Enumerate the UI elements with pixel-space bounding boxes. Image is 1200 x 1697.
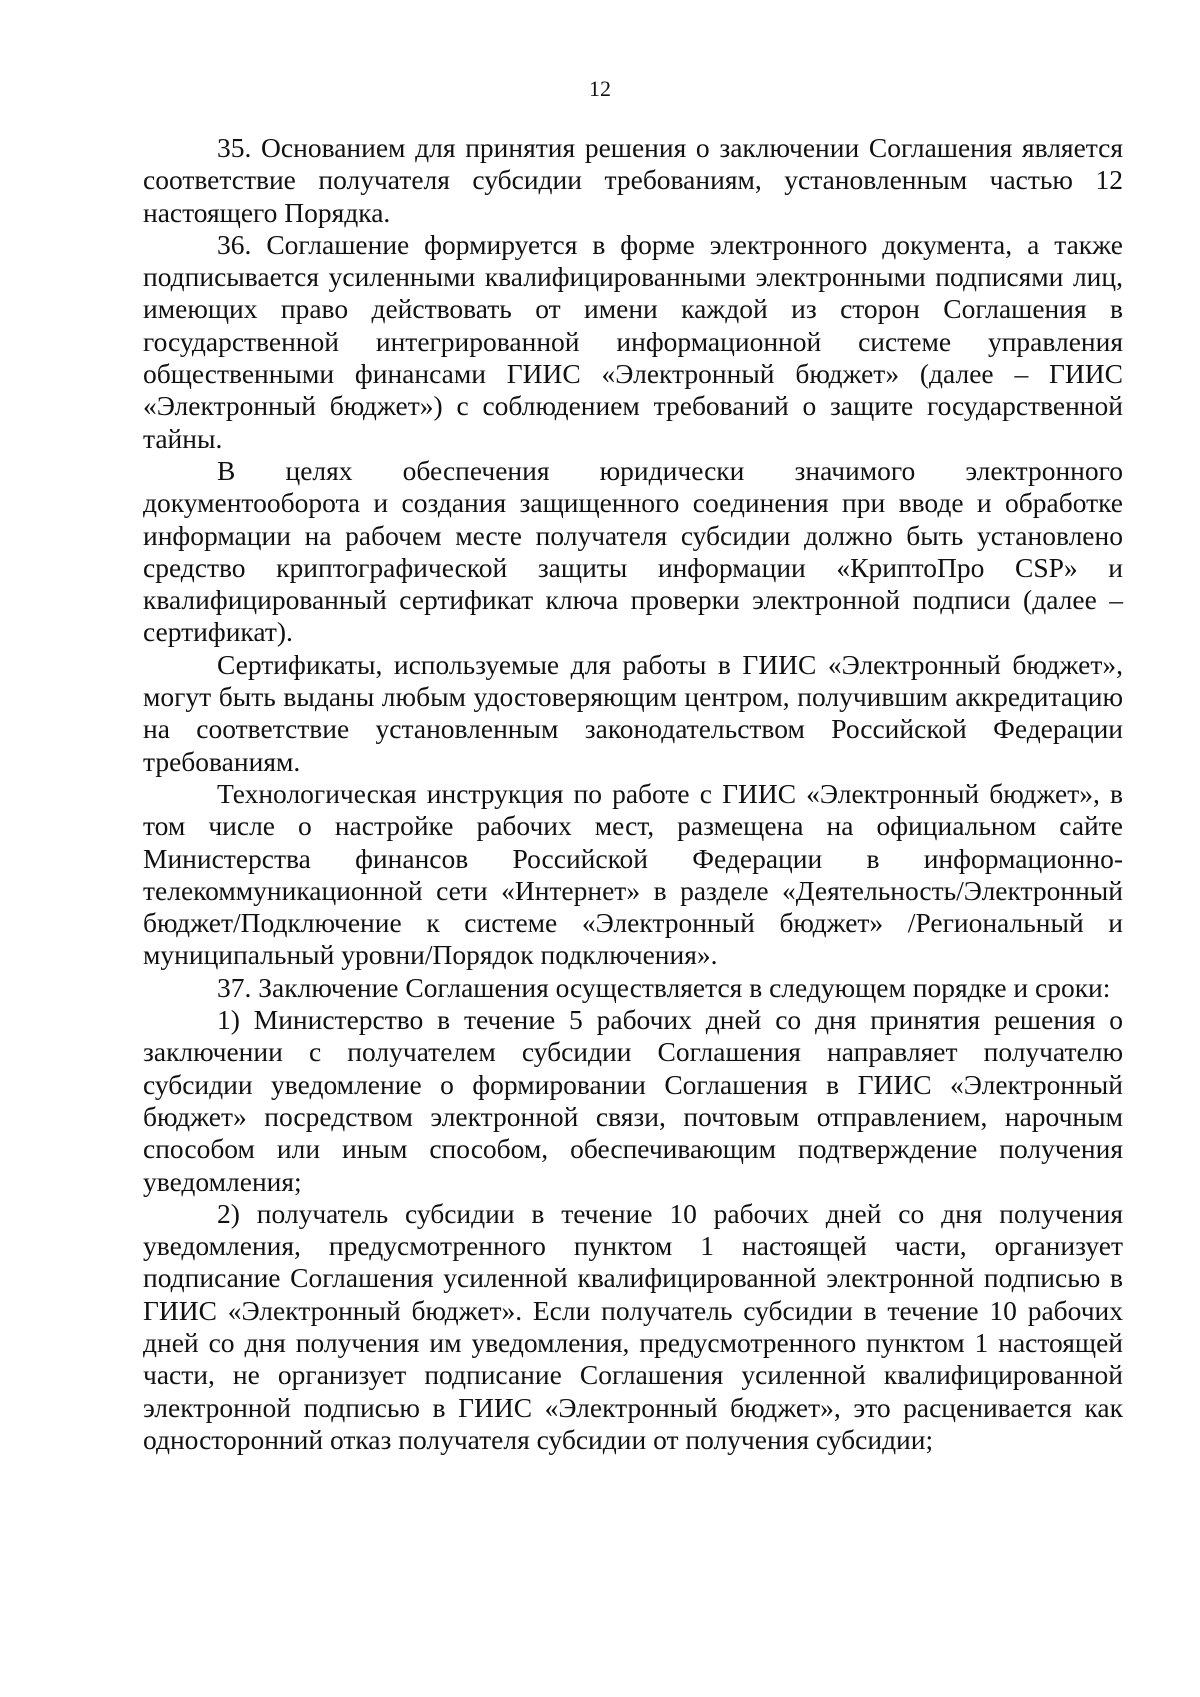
paragraph-36-certificates: Сертификаты, используемые для работы в ГИИС «Электронный бюджет», могут быть выданы любым удостоверяющим центром, получившим аккредитацию на соответствие установленным законодательством Российской Федерации требованиям. xyxy=(143,648,1123,777)
paragraph-35: 35. Основанием для принятия решения о заключении Соглашения является соответствие получателя субсидии требованиям, установленным частью 12 настоящего Порядка. xyxy=(143,132,1123,228)
paragraph-37-item-2: 2) получатель субсидии в течение 10 рабочих дней со дня получения уведомления, предусмотренного пунктом 1 настоящей части, организует подписание Соглашения усиленной квалифицированной электронной подписью в ГИИС «Электронный бюджет». Если получатель субсидии в течение 10 рабочих дней со дня получения им уведомления, предусмотренного пунктом 1 настоящей части, не организует подписание Соглашения усиленной квалифицированной электронной подписью в ГИИС «Электронный бюджет», это расценивается как односторонний отказ получателя субсидии от получения субсидии; xyxy=(143,1197,1123,1455)
paragraph-36: 36. Соглашение формируется в форме электронного документа, а также подписывается усиленными квалифицированными электронными подписями лиц, имеющих право действовать от имени каждой из сторон Соглашения в государственной интегрированной информационной системе управления общественными финансами ГИИС «Электронный бюджет» (далее – ГИИС «Электронный бюджет») с соблюдением требований о защите государственной тайны. xyxy=(143,228,1123,454)
paragraph-36-crypto: В целях обеспечения юридически значимого электронного документооборота и создания защищенного соединения при вводе и обработке информации на рабочем месте получателя субсидии должно быть установлено средство криптографической защиты информации «КриптоПро CSP» и квалифицированный сертификат ключа проверки электронной подписи (далее – сертификат). xyxy=(143,454,1123,648)
paragraph-36-instruction: Технологическая инструкция по работе с ГИИС «Электронный бюджет», в том числе о настройке рабочих мест, размещена на официальном сайте Министерства финансов Российской Федерации в информационно-телекоммуникационной сети «Интернет» в разделе «Деятельность/Электронный бюджет/Подключение к системе «Электронный бюджет» /Региональный и муниципальный уровни/Порядок подключения». xyxy=(143,777,1123,971)
page-number: 12 xyxy=(589,76,611,101)
paragraph-37: 37. Заключение Соглашения осуществляется в следующем порядке и сроки: xyxy=(217,971,1111,1003)
document-body xyxy=(143,132,1123,1456)
paragraph-37-item-1: 1) Министерство в течение 5 рабочих дней со дня принятия решения о заключении с получателем субсидии Соглашения направляет получателю субсидии уведомление о формировании Соглашения в ГИИС «Электронный бюджет» посредством электронной связи, почтовым отправлением, нарочным способом или иным способом, обеспечивающим подтверждение получения уведомления; xyxy=(143,1004,1123,1197)
